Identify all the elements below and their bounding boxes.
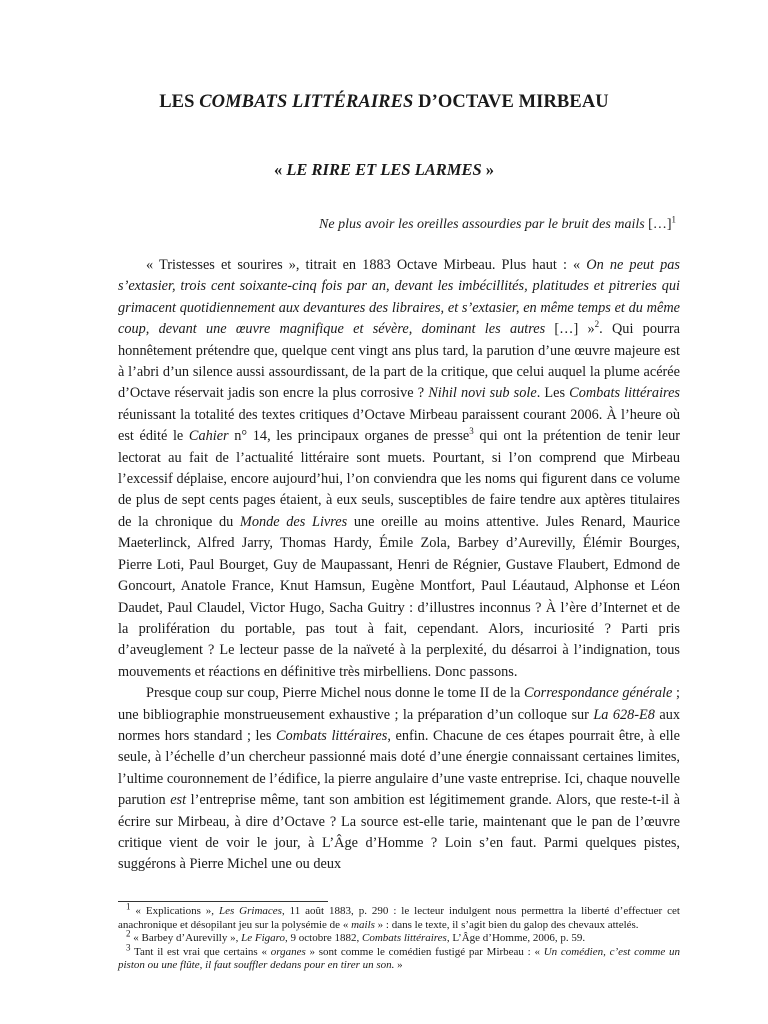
footnote-ref-3[interactable]: 3	[469, 426, 474, 437]
p2-text: aux normes hors standard ; les	[118, 706, 680, 744]
p2-text: Presque coup sur coup, Pierre Michel nous donne le tome II de la	[146, 685, 524, 702]
title-italic: COMBATS LITTÉRAIRES	[199, 92, 414, 112]
subtitle-open-quote: «	[273, 160, 287, 179]
p1-text: une oreille au moins attentive. Jules Renard, Maurice Maeterlinck, Alfred Jarry, Thomas Hardy, Émile Zola, Barbey d’Aurevilly, Élémir Bourges, Pierre Loti, Paul Bourget, Guy de Maupassant, Henri de Régnier, Gustave Flaubert, Edmond de Goncourt, Anatole France, Knut Hamsun, Eugène Montfort, Paul Léautaud, Alphonse et Léon Daudet, Paul Claudel, Victor Hugo, Sacha Guitry : d’illustres inconnus ? À l’ère d’Internet et de la prolifération du portable, pas tout à fait, cependant. Alors, incuriosité ? Parti pris d’aveuglement ? Le lecteur passe de la naïveté à la perplexité, du désarroi à l’indignation, tous mouvements et réactions en définitive très mirbelliens. Donc passons.	[118, 513, 680, 680]
p1-italic: Combats littéraires	[569, 385, 680, 402]
p1-italic: Cahier	[188, 428, 229, 445]
footnote-number: 3	[126, 942, 131, 953]
p1-text: réunissant la totalité des textes critiques d’Octave Mirbeau paraissent courant 2006. À l’heure où est édité le	[118, 406, 680, 445]
footnote-italic: Combats littéraires	[361, 932, 447, 945]
title-prefix: LES	[159, 92, 200, 112]
footnote-text: , 9 octobre 1882,	[285, 932, 362, 945]
body-text	[118, 255, 680, 876]
footnote-3	[118, 942, 680, 973]
footnote-text: « Explications »,	[130, 905, 219, 917]
footnote-text: » : dans le texte, il s’agit bien du galop des chevaux attelés.	[374, 918, 639, 931]
footnote-1	[118, 901, 680, 932]
epigraph-text: Ne plus avoir les oreilles assourdies par le bruit des mails	[319, 217, 645, 232]
footnote-number: 2	[126, 928, 131, 939]
footnote-separator	[118, 901, 328, 902]
footnote-text: Tant il est vrai que certains «	[130, 945, 271, 958]
p2-italic: Combats littéraires	[276, 727, 388, 744]
footnote-text: » sont comme le comédien fustigé par Mirbeau : «	[305, 945, 544, 958]
footnote-italic: Le Figaro	[241, 932, 285, 945]
epigraph	[319, 214, 676, 233]
footnote-2	[118, 928, 680, 946]
p1-text: n° 14, les principaux organes de presse	[228, 428, 470, 445]
footnote-ref-2[interactable]: 2	[594, 319, 600, 330]
footnote-text: »	[394, 959, 403, 972]
p2-italic: La 628-E8	[593, 706, 655, 723]
p1-italic: Nihil novi sub sole	[428, 385, 537, 402]
footnote-ref-1[interactable]: 1	[671, 214, 676, 225]
p1-italic: Monde des Livres	[239, 513, 348, 530]
p2-text: , enfin. Chacune de ces étapes pourrait être, à elle seule, à l’échelle d’un chercheur passionné mais doté d’une énergie connaissant certaines limites, l’ultime couronnement de l’édifice, la pierre angulaire d’une vaste entreprise. Ici, chaque nouvelle parution	[118, 727, 680, 809]
footnote-italic: Les Grimaces	[218, 905, 282, 917]
footnote-italic: mails	[351, 918, 375, 931]
p2-text: ; une bibliographie monstrueusement exhaustive ; la préparation d’un colloque sur	[118, 685, 680, 723]
footnote-text: « Barbey d’Aurevilly »,	[130, 932, 242, 945]
p2-italic: est	[170, 792, 187, 809]
footnote-number: 1	[126, 901, 131, 912]
footnote-italic: organes	[270, 945, 306, 958]
footnote-text: , L’Âge d’Homme, 2006, p. 59.	[446, 932, 586, 945]
paragraph-2	[118, 683, 680, 876]
p1-text: . Qui pourra honnêtement prétendre que, quelque cent vingt ans plus tard, la parution d’une œuvre majeure est à l’abri d’un silence aussi assourdissant, de la part de la critique, que celui auquel la plume acérée d’Octave réservait jadis son encre la plus corrosive ?	[118, 321, 680, 402]
p1-text: . Les	[536, 385, 570, 402]
p2-text: l’entreprise même, tant son ambition est légitimement grande. Alors, que reste-t-il à écrire sur Mirbeau, à dire d’Octave ? La source est-elle tarie, maintenant que le pan de l’œuvre critique vient de voir le jour, à L’Âge d’Homme ? Loin s’en faut. Parmi quelques pistes, suggérons à Pierre Michel une ou deux	[118, 792, 680, 873]
subtitle-close-quote: »	[481, 160, 495, 179]
epigraph-ellipsis: […]	[644, 217, 672, 232]
section-subtitle	[0, 160, 768, 180]
subtitle-italic: LE RIRE ET LES LARMES	[286, 160, 482, 179]
page-title	[0, 92, 768, 113]
p1-text: qui ont la prétention de tenir leur lectorat au fait de l’actualité littéraire sont muets. Pourtant, si l’on comprend que Mirbeau l’excessif déplaise, encore aujourd’hui, l’on conviendra que les noms qui figurent dans ce volume de plus de sept cents pages étaient, à eux seuls, susceptibles de faire tendre aux aptères titulaires de la chronique du	[118, 428, 680, 530]
footnotes	[118, 901, 680, 973]
p1-quote: On ne peut pas s’extasier, trois cent soixante-cinq fois par an, devant les imbécillités, platitudes et pitreries qui grimacent quotidiennement aux devantures des libraires, et s’extasier, en même temps et du même coup, devant une œuvre magnifique et sévère, dominant les autres	[118, 257, 680, 338]
p1-text: « Tristesses et sourires », titrait en 1883 Octave Mirbeau. Plus haut : «	[146, 257, 587, 273]
p1-text: […] »	[545, 321, 595, 338]
footnote-text: , 11 août 1883, p. 290 : le lecteur indulgent nous permettra la liberté d’effectuer cet anachronique et désopilant jeu sur la polysémie de «	[118, 905, 680, 931]
paragraph-1	[118, 255, 680, 683]
title-suffix: D’OCTAVE MIRBEAU	[413, 92, 609, 112]
footnote-italic: Un comédien, c’est comme un piston ou une flûte, il faut souffler dedans pour en tirer un son.	[118, 945, 680, 972]
p2-italic: Correspondance générale	[523, 685, 673, 702]
